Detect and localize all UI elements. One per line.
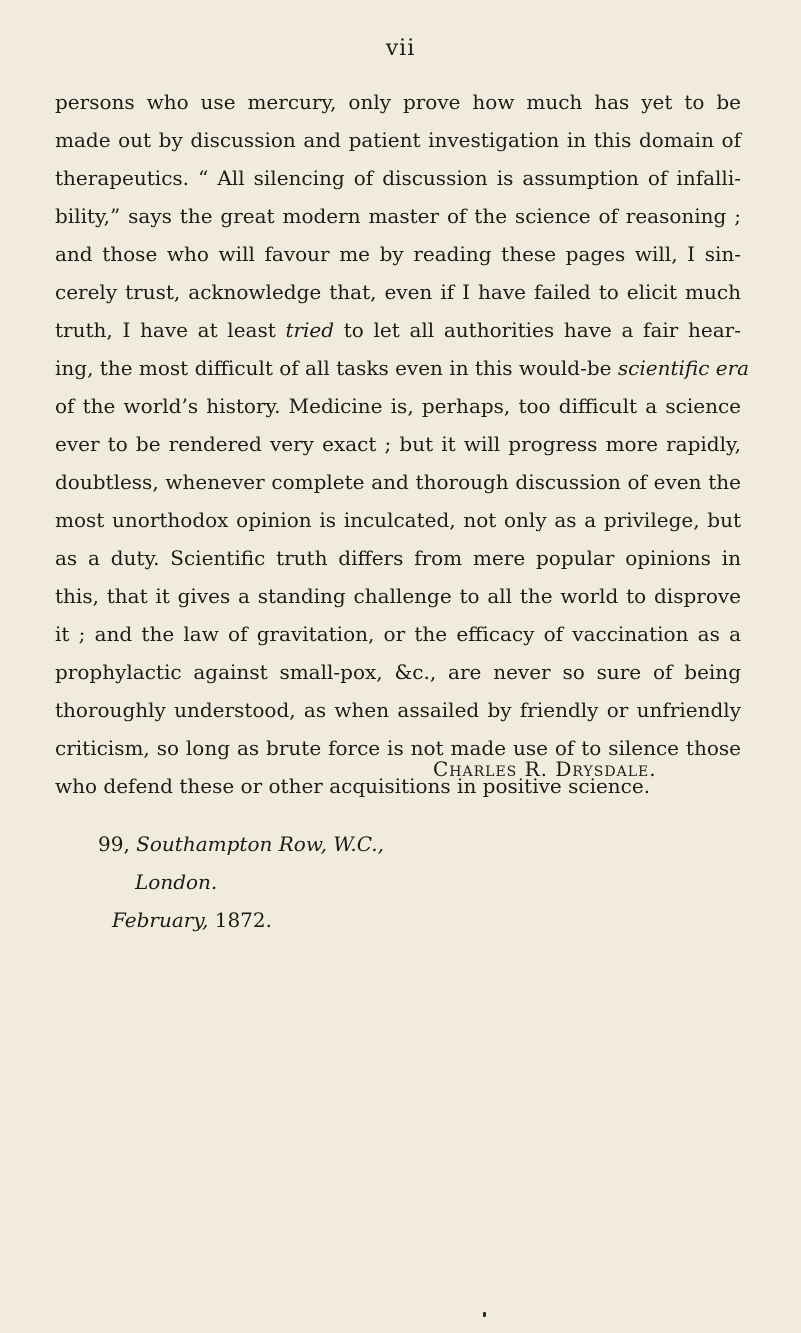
author-signature: Charles R. Drysdale. [433, 757, 657, 781]
page-number: vii [385, 36, 416, 61]
text-segment: ing, the most difficult of all tasks even in this would-be [55, 356, 618, 380]
text-line: criticism, so long as brute force is not made use of to silence those [55, 736, 741, 760]
italic-word: tried [285, 318, 335, 342]
address-date-line [112, 901, 384, 939]
text-line [55, 311, 741, 349]
text-line: most unorthodox opinion is inculcated, not only as a privilege, but [55, 508, 741, 532]
text-line: persons who use mercury, only prove how much has yet to be [55, 90, 741, 114]
text-line: of the world’s history. Medicine is, perhaps, too difficult a science [55, 394, 741, 418]
street-name: Southampton Row, W.C., [136, 832, 385, 856]
text-line: and those who will favour me by reading these pages will, I sin- [55, 242, 741, 266]
text-line: ever to be rendered very exact ; but it will progress more rapidly, [55, 432, 741, 456]
text-line: this, that it gives a standing challenge to all the world to disprove [55, 584, 741, 608]
date-month: February, [112, 908, 209, 932]
ink-speck [483, 1312, 486, 1317]
address-city-line [135, 863, 384, 901]
body-text [55, 83, 750, 805]
text-line: therapeutics. “ All silencing of discussion is assumption of infalli- [55, 166, 741, 190]
text-segment: to let all authorities have a fair hear- [334, 318, 741, 342]
text-segment: truth, I have at least [55, 318, 286, 342]
city-name: London. [135, 870, 218, 894]
date-year: 1872. [208, 908, 272, 932]
text-line [55, 349, 750, 387]
text-line: thoroughly understood, as when assailed by friendly or unfriendly [55, 698, 741, 722]
text-line: doubtless, whenever complete and thorough discussion of even the [55, 470, 741, 494]
address-street-line [98, 825, 384, 863]
italic-phrase: scientific era [617, 356, 750, 380]
text-line: prophylactic against small-pox, &c., are never so sure of being [55, 660, 741, 684]
house-number: 99, [98, 832, 137, 856]
text-line: bility,” says the great modern master of the science of reasoning ; [55, 204, 741, 228]
text-line: it ; and the law of gravitation, or the efficacy of vaccination as a [55, 622, 741, 646]
text-line: as a duty. Scientific truth differs from mere popular opinions in [55, 546, 741, 570]
text-line: who defend these or other acquisitions in positive science. [55, 774, 651, 798]
text-line: made out by discussion and patient investigation in this domain of [55, 128, 741, 152]
text-line: cerely trust, acknowledge that, even if I have failed to elicit much [55, 280, 741, 304]
address-block [98, 825, 384, 939]
